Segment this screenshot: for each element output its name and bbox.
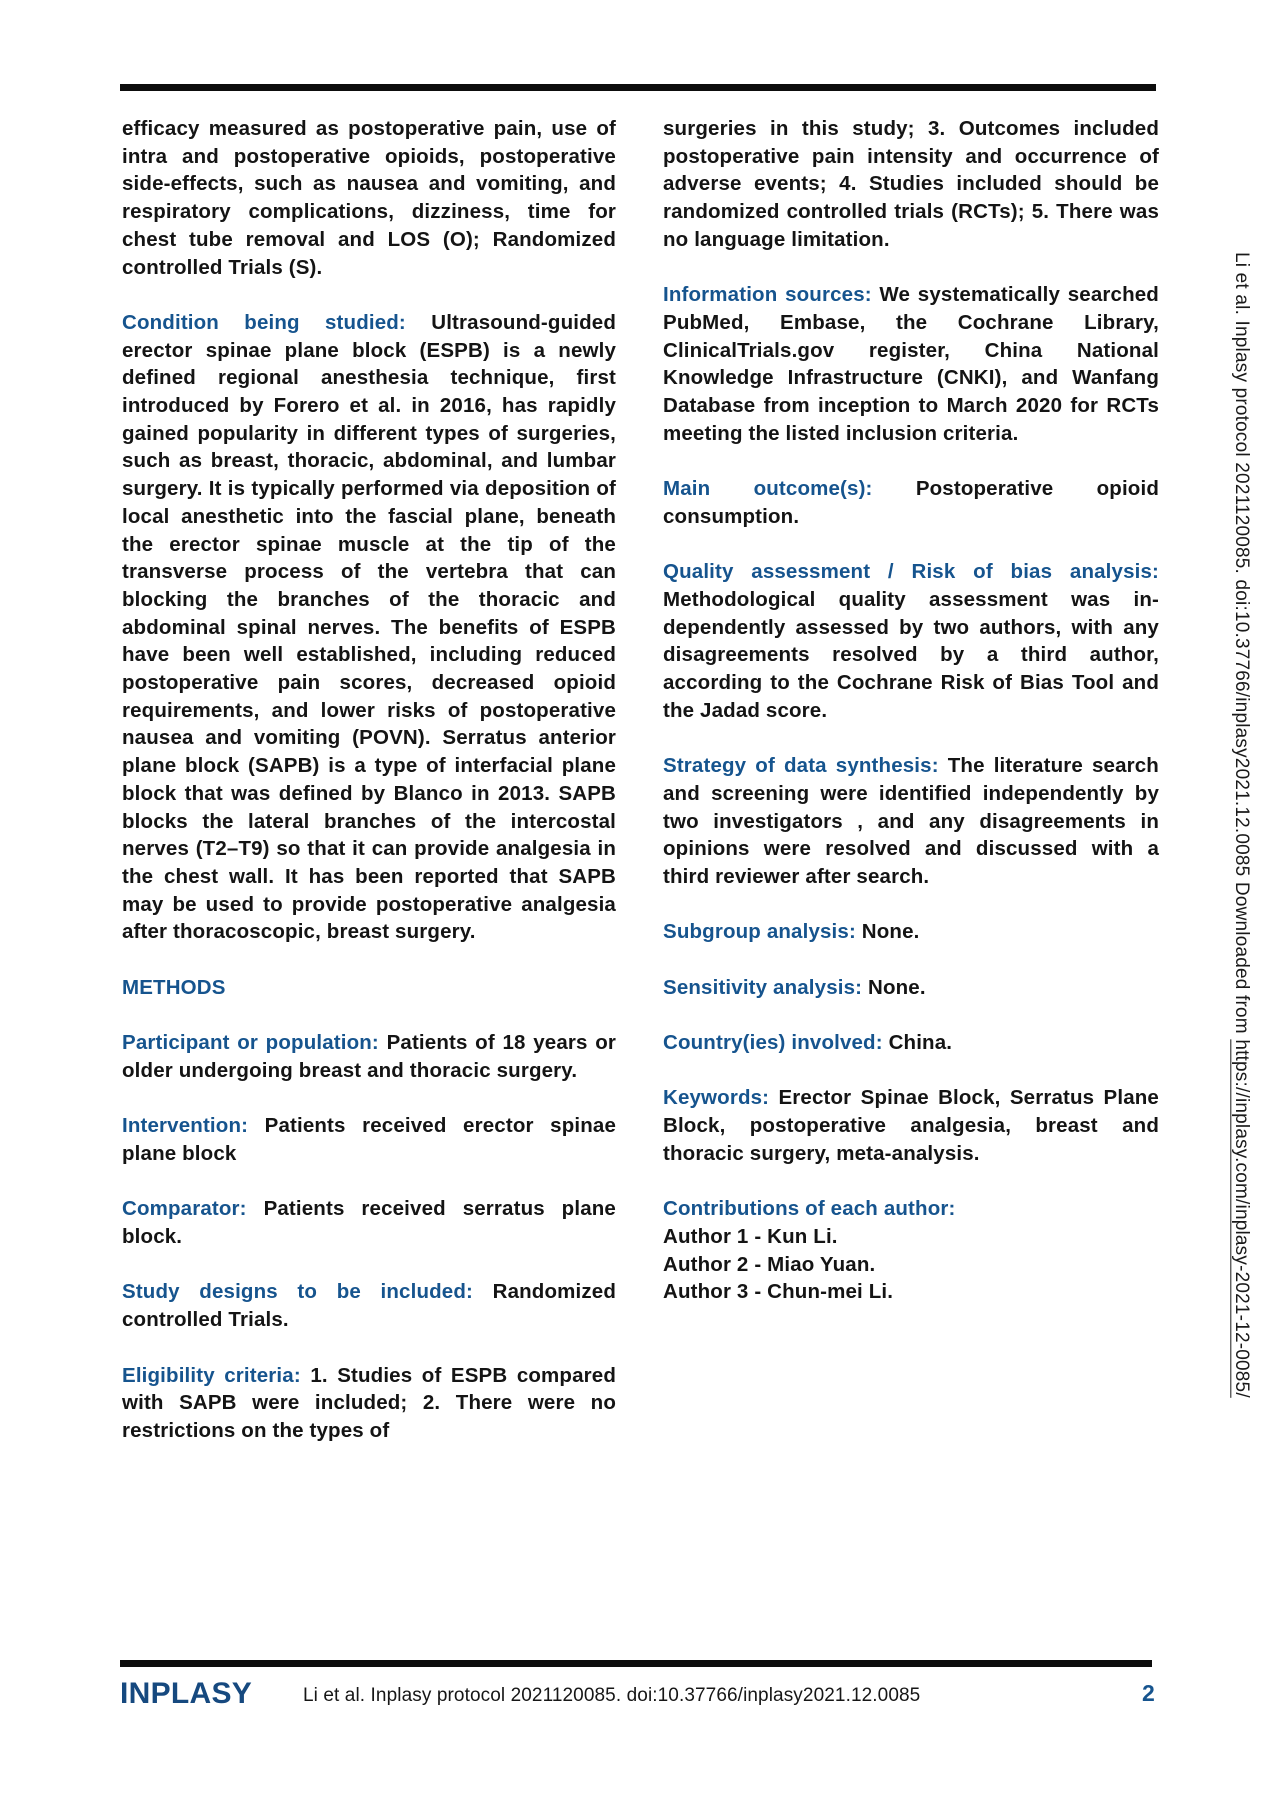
paragraph-label: Strategy of data synthesis: <box>663 754 939 778</box>
margin-citation-text: Li et al. Inplasy protocol 2021120085. doi:10.37766/inplasy2021.12.0085 Downloaded from <box>1231 252 1252 1040</box>
right-text-column <box>663 115 1159 1306</box>
paragraph <box>663 558 1159 724</box>
paragraph-text: None. <box>868 975 926 999</box>
margin-citation <box>1230 252 1252 1582</box>
paragraph-label: Country(ies) involved: <box>663 1031 883 1055</box>
paragraph <box>122 309 616 946</box>
paragraph <box>663 1195 1159 1306</box>
paragraph-label: Subgroup analysis: <box>663 920 856 944</box>
section-heading: METHODS <box>122 975 226 999</box>
paragraph <box>663 475 1159 530</box>
paragraph <box>663 1084 1159 1167</box>
author-line: Author 3 - Chun-mei Li. <box>663 1280 894 1304</box>
paragraph-label: Information sources: <box>663 283 872 307</box>
paragraph-text: Patients of 18 years or older undergoing breast and thoracic surgery. <box>122 1031 616 1082</box>
paragraph <box>122 115 616 281</box>
paragraph-label: Sensitivity analysis: <box>663 975 863 999</box>
margin-citation-link[interactable]: https://inplasy.com/inplasy-2021-12-0085/ <box>1231 1039 1252 1398</box>
page-number: 2 <box>1142 1680 1155 1706</box>
paragraph <box>663 115 1159 254</box>
paragraph-label: Study designs to be included: <box>122 1280 473 1304</box>
paragraph <box>122 1362 616 1445</box>
paragraph-text: The literature search and screening were identified independently by two investigators , and any disagreements in opinions were resolved and discussed with a third reviewer after search. <box>663 754 1159 888</box>
paragraph-text: China. <box>888 1031 953 1055</box>
paragraph <box>122 1112 616 1167</box>
paragraph-text: Methodological quality assessment was in-dependently assessed by two authors, with any disagreements resolved by a third author, according to the Cochrane Risk of Bias Tool and the Jadad score. <box>663 587 1159 722</box>
paragraph-text: Patients received serratus plane block. <box>122 1197 616 1249</box>
paragraph-label: Intervention: <box>122 1114 249 1138</box>
paragraph-text: efficacy measured as postoperative pain, use of intra and postoperative opioids, postoperative side-effects, such as nausea and vomiting, and respiratory complications, dizziness, time for chest tube removal and LOS (O); Randomized controlled Trials (S). <box>122 117 616 279</box>
author-line: Author 1 - Kun Li. <box>663 1224 838 1248</box>
paragraph <box>663 1029 1159 1057</box>
paragraph-text: Randomized controlled Trials. <box>122 1280 616 1332</box>
paragraph-text: We systematically searched PubMed, Embase, the Cochrane Library, ClinicalTrials.gov register, China National Knowledge Infrastructure (CNKI), and Wanfang Database from inception to March 2020 for RCTs meeting the listed inclusion criteria. <box>663 283 1159 445</box>
paragraph-text: Postoperative opioid consumption. <box>663 477 1159 528</box>
paragraph-text: Erector Spinae Block, Serratus Plane Block, postoperative analgesia, breast and thoracic surgery, meta-analysis. <box>663 1086 1159 1165</box>
left-text-column <box>122 115 616 1445</box>
author-line: Author 2 - Miao Yuan. <box>663 1252 876 1276</box>
top-horizontal-rule <box>120 84 1156 91</box>
footer-citation: Li et al. Inplasy protocol 2021120085. doi:10.37766/inplasy2021.12.0085 <box>303 1685 921 1706</box>
paragraph <box>663 281 1159 447</box>
paragraph <box>663 918 1159 946</box>
paragraph-text: Patients received erector spinae plane block <box>122 1114 616 1165</box>
paragraph <box>122 1195 616 1250</box>
paragraph-label: Eligibility criteria: <box>122 1363 301 1387</box>
paragraph-text: Ultrasound-guided erector spinae plane block (ESPB) is a newly defined regional anesthesia technique, first introduced by Forero et al. in 2016, has rapidly gained popularity in different types of surgeries, such as breast, thoracic, abdominal, and lumbar surgery. It is typically performed via deposition of local anesthetic into the fascial plane, beneath the erector spinae muscle at the tip of the transverse process of the vertebra that can blocking the branches of the thoracic and abdominal spinal nerves. The benefits of ESPB have been well established, including reduced postoperative pain scores, decreased opioid requirements, and lower risks of postoperative nausea and vomiting (POVN). Serratus anterior plane block (SAPB) is a type of interfacial plane block that was defined by Blanco in 2013. SAPB blocks the lateral branches of the intercostal nerves (T2–T9) so that it can provide analgesia in the chest wall. It has been reported that SAPB may be used to provide postoperative analgesia after thoracoscopic, breast surgery. <box>122 310 616 944</box>
paragraph-text: 1. Studies of ESPB compared with SAPB were included; 2. There were no restrictions on the types of <box>122 1363 616 1442</box>
paragraph-label: Participant or population: <box>122 1031 379 1055</box>
paragraph <box>663 974 1159 1002</box>
paragraph <box>122 1278 616 1333</box>
paragraph-label: Comparator: <box>122 1197 247 1221</box>
paragraph-label: Contributions of each author: <box>663 1197 956 1221</box>
paragraph-label: Quality assessment / Risk of bias analysis: <box>663 560 1159 584</box>
paragraph <box>122 1029 616 1084</box>
paragraph-label: Main outcome(s): <box>663 477 873 501</box>
paragraph-label: Keywords: <box>663 1086 770 1110</box>
paragraph-label: Condition being studied: <box>122 310 406 334</box>
paragraph-text: surgeries in this study; 3. Outcomes included postoperative pain intensity and occurrence of adverse events; 4. Studies included should be randomized controlled trials (RCTs); 5. There was no language limitation. <box>663 117 1159 251</box>
inplasy-logo: INPLASY <box>120 1677 253 1710</box>
footer-horizontal-rule <box>120 1660 1152 1667</box>
paragraph <box>663 752 1159 891</box>
paragraph-text: None. <box>861 920 920 944</box>
